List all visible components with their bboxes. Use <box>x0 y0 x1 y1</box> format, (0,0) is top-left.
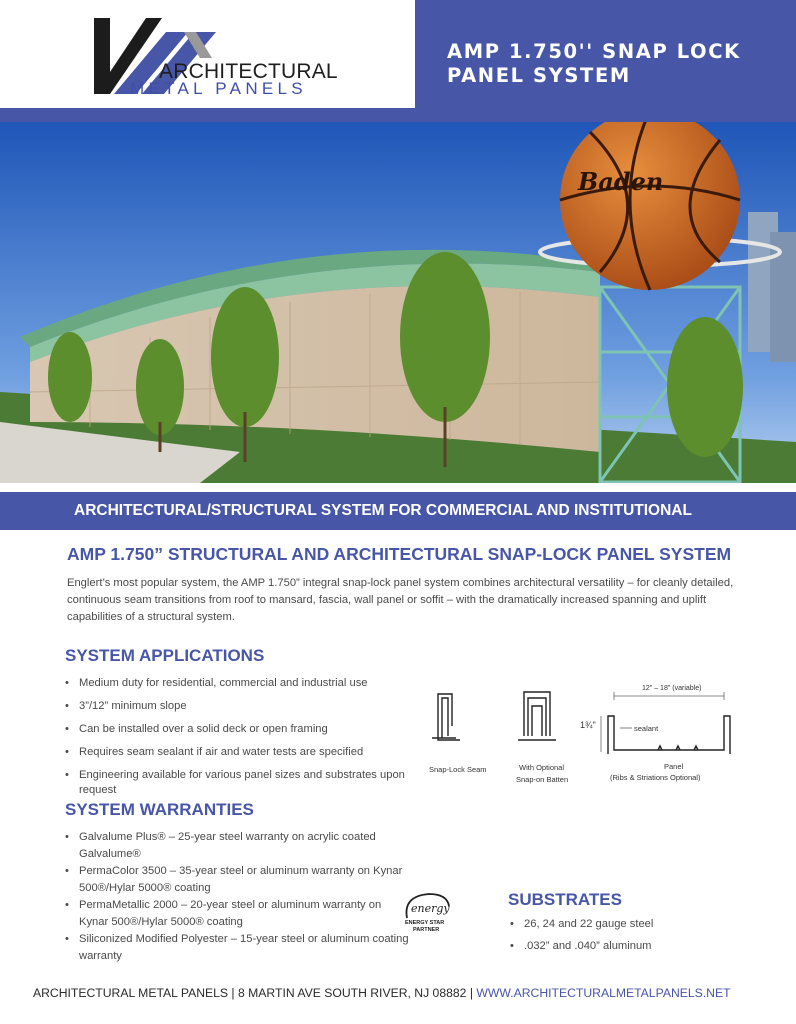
panel-profile-diagram <box>418 676 778 791</box>
energy-star-line2: PARTNER <box>413 927 440 933</box>
banner: ARCHITECTURAL/STRUCTURAL SYSTEM FOR COMMERCIAL AND INSTITUTIONAL <box>0 492 796 530</box>
hero-photo <box>0 122 796 483</box>
intro-paragraph: Englert’s most popular system, the AMP 1.750” integral snap-lock panel system combines architectural versatility – for cleanly detailed, continuous seam transitions from roof to mansard, fascia, wall panel or soffit – with the dramatically increased spanning and uplift capabilities of a structural system. <box>67 577 734 623</box>
logo-text-architectural: ARCHITECTURAL <box>159 60 338 83</box>
list-item: • Requires seam sealant if air and water tests are specified <box>63 745 413 760</box>
header-divider <box>0 108 796 122</box>
applications-heading: SYSTEM APPLICATIONS <box>65 646 265 665</box>
main-heading: AMP 1.750” STRUCTURAL AND ARCHITECTURAL SNAP-LOCK PANEL SYSTEM <box>67 544 732 564</box>
warranties-list <box>63 829 413 965</box>
batten-label-line1: With Optional <box>519 763 565 772</box>
batten-label-line2: Snap-on Batten <box>516 775 569 784</box>
page-title <box>415 0 796 108</box>
list-item: • 3”/12” minimum slope <box>63 699 413 714</box>
page-title-line1: AMP 1.750'' SNAP LOCK <box>447 40 741 63</box>
list-item: • Medium duty for residential, commercial and industrial use <box>63 676 413 691</box>
panel-label-line1: Panel <box>664 762 684 771</box>
arena-photo-illustration <box>0 122 796 483</box>
warranties-heading: SYSTEM WARRANTIES <box>65 800 254 819</box>
energy-star-logo <box>399 888 453 938</box>
energy-star-line1: ENERGY STAR <box>405 920 445 926</box>
ball-brand-text: Baden <box>578 167 664 196</box>
seam-label: Snap-Lock Seam <box>429 765 487 774</box>
panel-label-line2: (Ribs & Striations Optional) <box>610 773 701 782</box>
list-item: • PermaMetallic 2000 – 20-year steel or aluminum warranty on Kynar 500®/Hylar 5000® coating <box>63 897 413 931</box>
width-label: 12" – 18" (variable) <box>642 685 702 692</box>
sealant-label: sealant <box>634 724 659 733</box>
panel-profile-drawings <box>418 676 778 791</box>
list-item: • Galvalume Plus® – 25-year steel warranty on acrylic coated Galvalume® <box>63 829 413 863</box>
list-item: • .032” and .040” aluminum <box>508 939 768 954</box>
energy-star-icon <box>399 888 453 938</box>
list-item: • PermaColor 3500 – 35-year steel or aluminum warranty on Kynar 500®/Hylar 5000® coating <box>63 863 413 897</box>
list-item: • 26, 24 and 22 gauge steel <box>508 917 768 932</box>
logo-text-metal-panels: METAL PANELS <box>130 79 307 98</box>
footer-address: ARCHITECTURAL METAL PANELS | 8 MARTIN AVE SOUTH RIVER, NJ 08882 | <box>33 986 477 1000</box>
list-item: • Engineering available for various panel sizes and substrates upon request <box>63 768 413 798</box>
applications-list <box>63 676 413 806</box>
list-item: • Can be installed over a solid deck or open framing <box>63 722 413 737</box>
height-label: 1¾" <box>580 720 596 730</box>
list-item: • Siliconized Modified Polyester – 15-year steel or aluminum coating warranty <box>63 931 413 965</box>
substrates-heading: SUBSTRATES <box>508 890 622 909</box>
substrates-list <box>508 917 768 961</box>
page-title-line2: PANEL SYSTEM <box>447 64 631 87</box>
footer-website-link[interactable]: WWW.ARCHITECTURALMETALPANELS.NET <box>476 986 731 1000</box>
energy-star-script: energy <box>411 902 450 915</box>
footer <box>33 986 731 1000</box>
